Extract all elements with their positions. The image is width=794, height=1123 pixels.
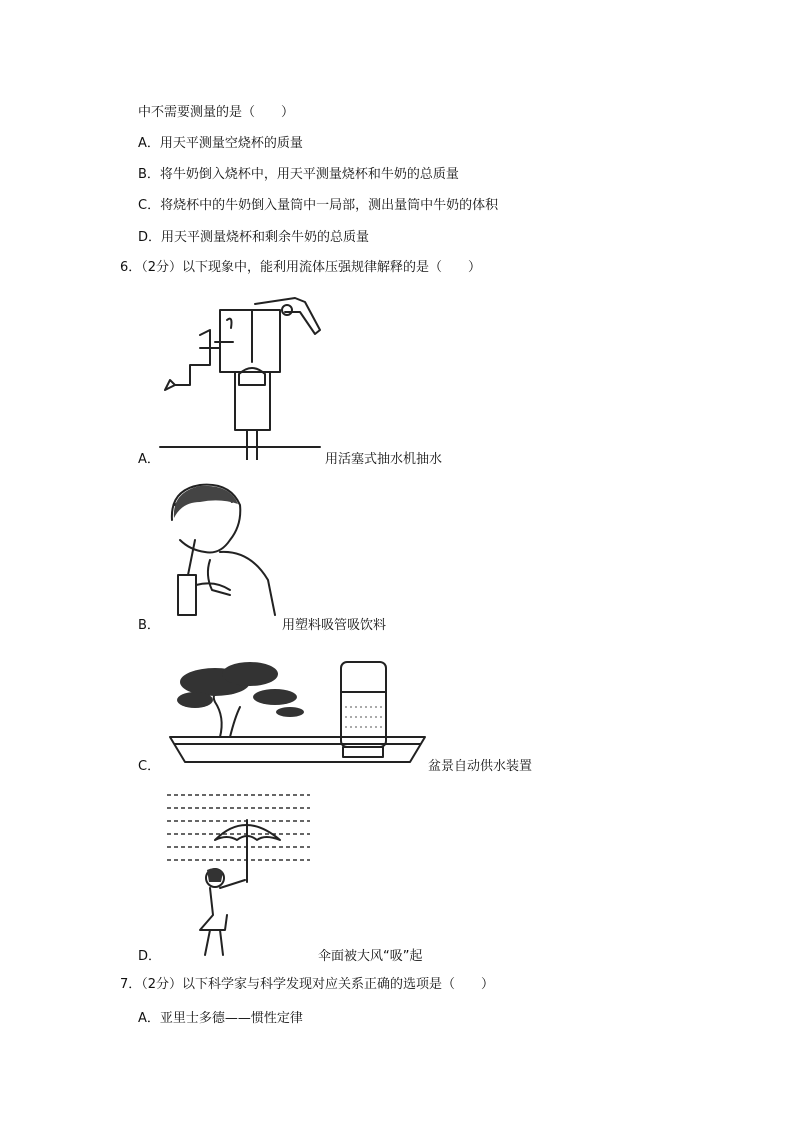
q6-option-b-letter: B． xyxy=(138,618,160,633)
umbrella-wind-figure xyxy=(165,790,315,960)
q6-stem: 6．（2分）以下现象中，能利用流体压强规律解释的是（ ） xyxy=(120,260,482,275)
q7-stem: 7．（2分）以下科学家与科学发现对应关系正确的选项是（ ） xyxy=(120,977,495,992)
q6-option-c-caption: 盆景自动供水装置 xyxy=(428,759,533,774)
q6-option-a-caption: 用活塞式抽水机抽水 xyxy=(325,452,443,467)
q6-option-b-caption: 用塑料吸管吸饮料 xyxy=(282,618,387,633)
bonsai-water-figure xyxy=(165,652,430,767)
q6-option-a-letter: A． xyxy=(138,452,160,467)
q7-option-a: A．亚里士多德——惯性定律 xyxy=(138,1011,303,1026)
boy-drinking-figure xyxy=(160,480,280,620)
q5-option-b: B．将牛奶倒入烧杯中，用天平测量烧杯和牛奶的总质量 xyxy=(138,167,459,182)
q5-option-c: C．将烧杯中的牛奶倒入量筒中一局部，测出量筒中牛奶的体积 xyxy=(138,198,499,213)
q6-option-d-letter: D． xyxy=(138,949,162,964)
piston-pump-figure xyxy=(155,290,325,460)
q5-option-a: A．用天平测量空烧杯的质量 xyxy=(138,136,303,151)
q6-option-d-caption: 伞面被大风“吸”起 xyxy=(318,949,423,964)
q5-stem-tail: 中不需要测量的是（ ） xyxy=(138,105,295,120)
q5-option-d: D．用天平测量烧杯和剩余牛奶的总质量 xyxy=(138,230,370,245)
q6-option-c-letter: C． xyxy=(138,759,161,774)
